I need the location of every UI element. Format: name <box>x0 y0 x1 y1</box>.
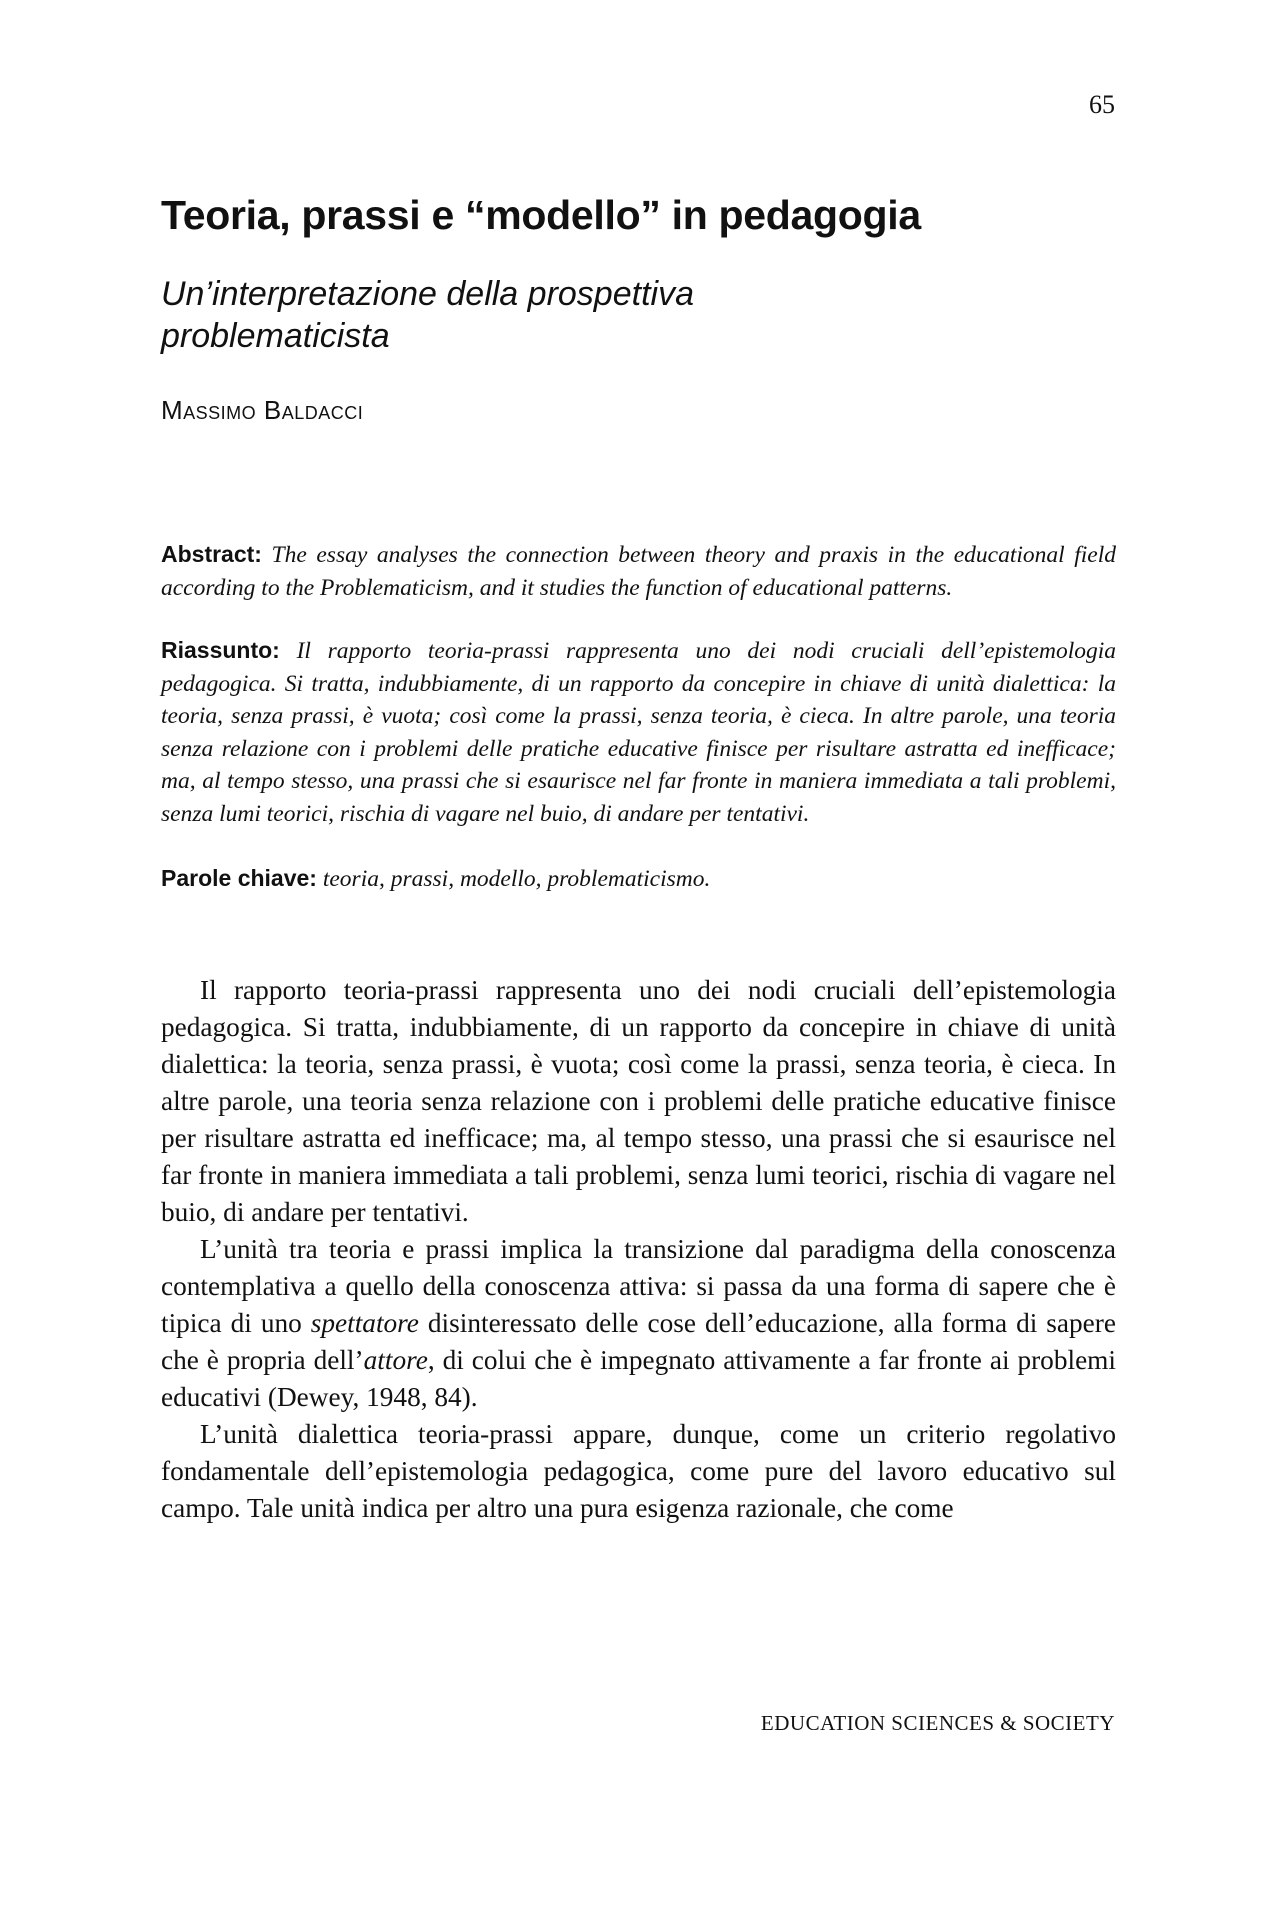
emphasis-attore: attore <box>363 1344 428 1375</box>
riassunto-block <box>161 634 1116 830</box>
body-text <box>161 972 1116 1527</box>
body-paragraph-2 <box>161 1231 1116 1416</box>
journal-footer: EDUCATION SCIENCES & SOCIETY <box>760 1711 1115 1735</box>
author-name: Massimo Baldacci <box>161 395 364 425</box>
keywords-label: Parole chiave: <box>161 865 317 891</box>
article-title: Teoria, prassi e “modello” in pedagogia <box>161 192 921 238</box>
body-paragraph-2-part-a: L’unità tra teoria e prassi implica la transizione dal paradigma della conoscenza contemplativa a quello della conoscenza attiva: si passa da una forma di sapere che è tipica di uno <box>161 1233 1116 1338</box>
riassunto-text: Il rapporto teoria-prassi rappresenta uno dei nodi cruciali dell’epistemologia pedagogica. Si tratta, indubbiamente, di un rapporto da concepire in chiave di unità dialettica: la teoria, senza prassi, è vuota; così come la prassi, senza teoria, è cieca. In altre parole, una teoria senza relazione con i problemi delle pratiche educative finisce per risultare astratta ed inefficace; ma, al tempo stesso, una prassi che si esaurisce nel far fronte in maniera immediata a tali problemi, senza lumi teorici, rischia di vagare nel buio, di andare per tentativi. <box>161 638 1117 827</box>
article-content <box>161 190 1116 1527</box>
keywords-block <box>161 862 1116 896</box>
body-paragraph-2-part-b: disinteressato delle cose dell’educazione, alla forma di sapere che è propria dell’ <box>161 1307 1116 1375</box>
body-paragraph-3: L’unità dialettica teoria-prassi appare, dunque, come un criterio regolativo fondamentale dell’epistemologia pedagogica, come pure del lavoro educativo sul campo. Tale unità indica per altro una pura esigenza razionale, che come <box>161 1418 1116 1523</box>
riassunto-label: Riassunto: <box>161 637 280 663</box>
keywords-text: teoria, prassi, modello, problematicismo. <box>322 866 711 892</box>
body-paragraph-1: Il rapporto teoria-prassi rappresenta uno dei nodi cruciali dell’epistemologia pedagogica. Si tratta, indubbiamente, di un rapporto da concepire in chiave di unità dialettica: la teoria, senza prassi, è vuota; così come la prassi, senza teoria, è cieca. In altre parole, una teoria senza relazione con i problemi delle pratiche educative finisce per risultare astratta ed inefficace; ma, al tempo stesso, una prassi che si esaurisce nel far fronte in maniera immediata a tali problemi, senza lumi teorici, rischia di vagare nel buio, di andare per tentativi. <box>161 974 1117 1227</box>
page-number: 65 <box>1089 90 1115 119</box>
emphasis-spettatore: spettatore <box>310 1307 419 1338</box>
abstract-block <box>161 538 1116 604</box>
article-subtitle: Un’interpretazione della prospettiva problematicista <box>161 275 694 355</box>
abstract-label: Abstract: <box>161 541 262 567</box>
body-paragraph-2-part-c: , di colui che è impegnato attivamente a far fronte ai problemi educativi (Dewey, 1948, 84). <box>161 1344 1116 1412</box>
abstract-text: The essay analyses the connection between theory and praxis in the educational field according to the Problematicism, and it studies the function of educational patterns. <box>161 542 1117 601</box>
